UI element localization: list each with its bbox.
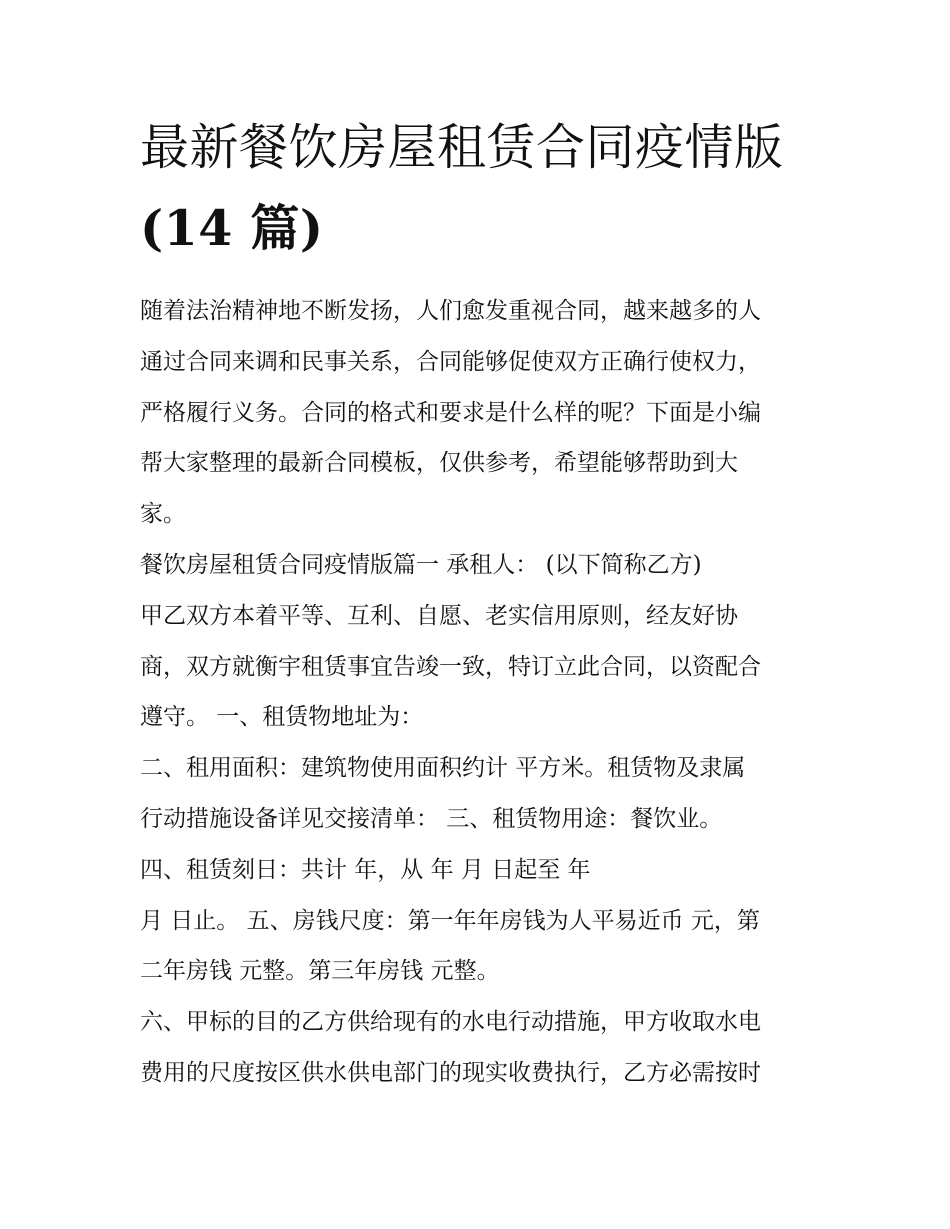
- body-line: 六、甲标的目的乙方供给现有的水电行动措施，甲方收取水电: [140, 1009, 761, 1036]
- body-line: 家。: [140, 501, 186, 528]
- document-page: [140, 108, 812, 1099]
- document-title: [140, 108, 812, 268]
- body-line: 甲乙双方本着平等、互利、自愿、老实信用原则，经友好协: [140, 602, 738, 629]
- body-line: 四、租赁刻日：共计 年，从 年 月 日起至 年: [140, 856, 591, 883]
- body-line: 行动措施设备详见交接清单： 三、租赁物用途：餐饮业。: [140, 805, 723, 832]
- body-line: 通过合同来调和民事关系，合同能够促使双方正确行使权力，: [140, 348, 761, 375]
- title-line-2: (14 篇): [140, 199, 324, 257]
- body-line: 帮大家整理的最新合同模板，仅供参考，希望能够帮助到大: [140, 450, 738, 477]
- body-line: 二年房钱 元整。第三年房钱 元整。: [140, 958, 500, 985]
- body-line: 商，双方就衡宇租赁事宜告竣一致，特订立此合同，以资配合: [140, 653, 761, 680]
- title-line-1: 最新餐饮房屋租赁合同疫情版: [140, 119, 784, 176]
- body-line: 费用的尺度按区供水供电部门的现实收费执行，乙方必需按时: [140, 1059, 761, 1086]
- document-body: [140, 286, 812, 1099]
- body-line: 二、租用面积：建筑物使用面积约计 平方米。租赁物及隶属: [140, 755, 746, 782]
- section-heading-line: 餐饮房屋租赁合同疫情版篇一 承租人： (以下简称乙方): [140, 551, 702, 578]
- body-line: 严格履行义务。合同的格式和要求是什么样的呢？下面是小编: [140, 399, 761, 426]
- body-line: 月 日止。 五、房钱尺度：第一年年房钱为人平易近币 元，第: [140, 907, 760, 934]
- body-line: 随着法治精神地不断发扬，人们愈发重视合同，越来越多的人: [140, 298, 761, 324]
- body-line: 遵守。 一、租赁物地址为：: [140, 704, 424, 731]
